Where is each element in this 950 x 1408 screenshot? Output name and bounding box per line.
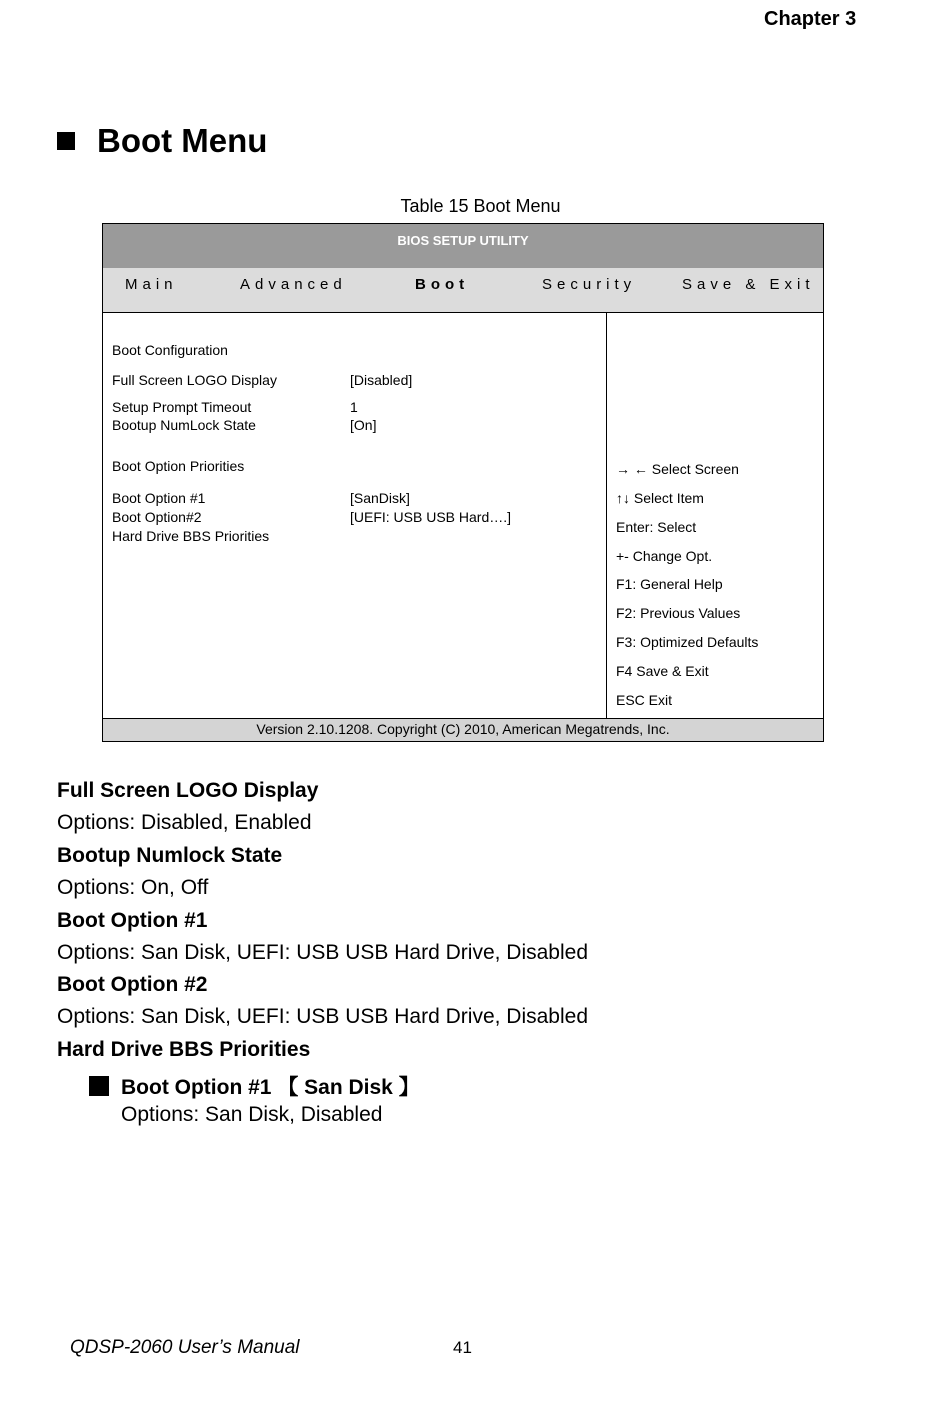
subitem-heading (89, 1071, 420, 1101)
setting-label[interactable]: Setup Prompt Timeout (112, 399, 252, 415)
boot-configuration-heading: Boot Configuration (112, 342, 228, 358)
tab-advanced[interactable]: Advanced (240, 276, 347, 293)
help-item: F2: Previous Values (616, 605, 741, 621)
setting-value[interactable]: [On] (350, 417, 377, 433)
description-options: Options: On, Off (57, 876, 209, 899)
page-number: 41 (453, 1338, 472, 1357)
help-item: F3: Optimized Defaults (616, 634, 759, 650)
boot-option-label[interactable]: Hard Drive BBS Priorities (112, 528, 270, 544)
setting-value[interactable]: 1 (350, 399, 358, 415)
help-item: Enter: Select (616, 519, 697, 535)
help-item: ↑↓ Select Item (616, 490, 704, 506)
boot-option-priorities-heading: Boot Option Priorities (112, 458, 245, 474)
square-bullet-icon (89, 1076, 109, 1096)
table-caption: Table 15 Boot Menu (400, 196, 561, 216)
description-heading: Hard Drive BBS Priorities (57, 1038, 311, 1061)
bios-screen (102, 223, 824, 742)
setting-label[interactable]: Full Screen LOGO Display (112, 372, 277, 388)
boot-option-label[interactable]: Boot Option #1 (112, 490, 206, 506)
description-options: Options: San Disk, UEFI: USB USB Hard Drive, Disabled (57, 1005, 589, 1028)
boot-option-value[interactable]: [UEFI: USB USB Hard….] (350, 509, 512, 525)
description-heading: Boot Option #1 (57, 909, 208, 932)
description-heading: Bootup Numlock State (57, 844, 283, 867)
bios-title: BIOS SETUP UTILITY (103, 224, 823, 269)
boot-option-label[interactable]: Boot Option#2 (112, 509, 202, 525)
help-item: F4 Save & Exit (616, 663, 709, 679)
tab-main[interactable]: Main (125, 276, 178, 293)
bios-settings-panel (103, 313, 607, 719)
description-heading: Full Screen LOGO Display (57, 779, 319, 802)
description-heading: Boot Option #2 (57, 973, 208, 996)
description-options: Options: Disabled, Enabled (57, 811, 312, 834)
manual-title: QDSP-2060 User’s Manual (70, 1337, 300, 1358)
bios-help-panel (607, 313, 823, 719)
tab-security[interactable]: Security (542, 276, 637, 293)
boot-option-value[interactable]: [SanDisk] (350, 490, 410, 506)
section-heading (57, 122, 267, 160)
tab-boot[interactable]: Boot (415, 276, 470, 293)
setting-label[interactable]: Bootup NumLock State (112, 417, 256, 433)
square-bullet-icon (57, 132, 75, 150)
section-title: Boot Menu (97, 122, 268, 159)
bios-version-footer: Version 2.10.1208. Copyright (C) 2010, American Megatrends, Inc. (103, 718, 823, 741)
help-item: ESC Exit (616, 692, 673, 708)
help-item: → ← Select Screen (616, 461, 739, 477)
help-item: +- Change Opt. (616, 548, 713, 564)
description-options: Options: San Disk, UEFI: USB USB Hard Drive, Disabled (57, 941, 589, 964)
bios-tab-bar (103, 268, 823, 313)
help-item: F1: General Help (616, 576, 723, 592)
setting-value[interactable]: [Disabled] (350, 372, 413, 388)
subitem-options: Options: San Disk, Disabled (121, 1103, 383, 1126)
subitem-label: Boot Option #1 【 San Disk 】 (121, 1076, 420, 1099)
tab-save-exit[interactable]: Save & Exit (682, 276, 815, 293)
chapter-label: Chapter 3 (764, 8, 857, 30)
